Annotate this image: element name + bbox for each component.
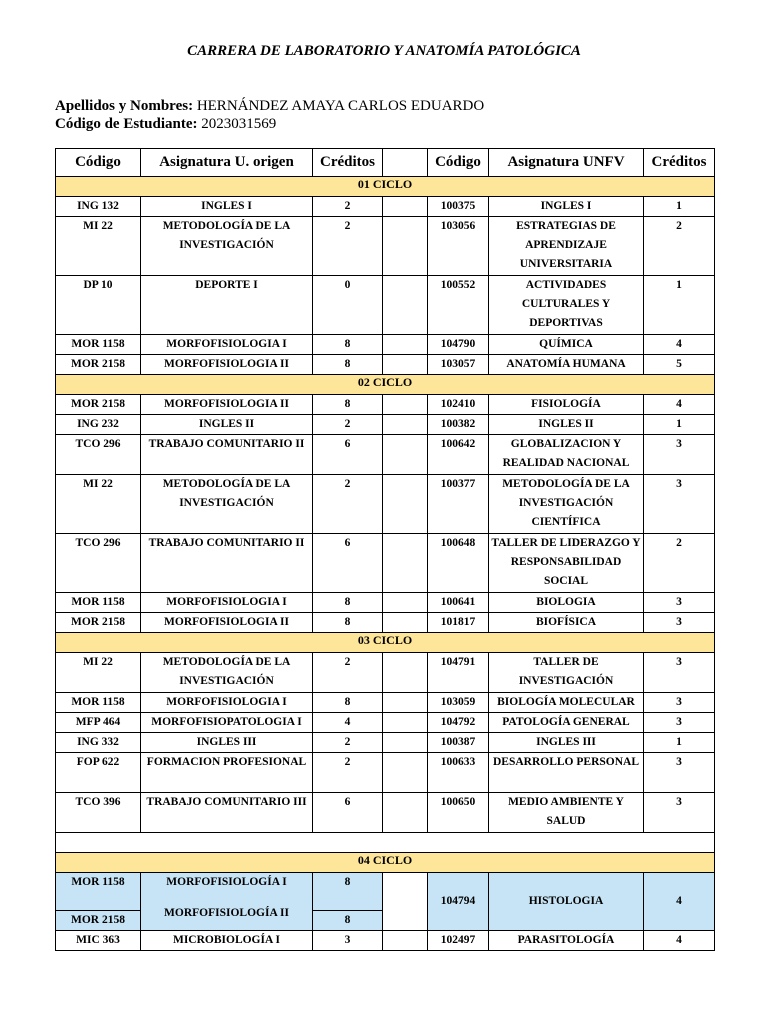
- student-code-line: [55, 116, 276, 133]
- cell-subject-unfv: BIOLOGÍA MOLECULAR: [489, 693, 644, 713]
- cell-blank: [383, 653, 428, 693]
- cell-subject-unfv: METODOLOGÍA DE LA INVESTIGACIÓN CIENTÍFICA: [489, 475, 644, 534]
- student-name-line: [55, 98, 484, 115]
- cell-code-origin: ING 132: [56, 197, 141, 217]
- table-header-row: [56, 149, 715, 177]
- cell-code-origin: MOR 1158: [56, 593, 141, 613]
- cell-subject-unfv: ESTRATEGIAS DE APRENDIZAJE UNIVERSITARIA: [489, 217, 644, 276]
- cell-credits-unfv: 4: [644, 335, 715, 355]
- cell-code-origin: MI 22: [56, 475, 141, 534]
- cell-code-unfv: 104792: [428, 713, 489, 733]
- table-row: [56, 931, 715, 951]
- cell-code-unfv: 100377: [428, 475, 489, 534]
- cell-subject-origin: TRABAJO COMUNITARIO II: [141, 534, 313, 593]
- cell-code-unfv: 100641: [428, 593, 489, 613]
- cell-credits-origin: 8: [313, 335, 383, 355]
- table-row: [56, 355, 715, 375]
- cell-credits-unfv: 1: [644, 733, 715, 753]
- cell-subject-origin: TRABAJO COMUNITARIO II: [141, 435, 313, 475]
- cell-code-origin: MI 22: [56, 217, 141, 276]
- cell-code-origin: MIC 363: [56, 931, 141, 951]
- cell-credits-origin: 3: [313, 931, 383, 951]
- cell-code-origin: MOR 1158: [56, 693, 141, 713]
- header-subject-unfv: Asignatura UNFV: [489, 149, 644, 177]
- table-body: [56, 177, 715, 951]
- cell-code-origin: MOR 1158: [56, 335, 141, 355]
- cell-code-unfv: 103059: [428, 693, 489, 713]
- student-name-label: Apellidos y Nombres:: [55, 98, 194, 114]
- cell-code-origin: TCO 296: [56, 534, 141, 593]
- cell-code-origin: DP 10: [56, 276, 141, 335]
- cell-credits-unfv: 3: [644, 693, 715, 713]
- header-code-origin: Código: [56, 149, 141, 177]
- cell-credits-unfv: 4: [644, 931, 715, 951]
- cell-credits-origin: 2: [313, 733, 383, 753]
- header-subject-origin: Asignatura U. origen: [141, 149, 313, 177]
- cell-code-unfv: 100650: [428, 793, 489, 833]
- cell-credits-unfv: 3: [644, 475, 715, 534]
- cell-blank: [383, 415, 428, 435]
- cell-blank: [383, 435, 428, 475]
- cell-subject-unfv: MEDIO AMBIENTE Y SALUD: [489, 793, 644, 833]
- table-row: [56, 395, 715, 415]
- cell-subject-b: MORFOFISIOLOGÍA II: [164, 907, 289, 919]
- cell-subject-unfv: QUÍMICA: [489, 335, 644, 355]
- cell-subject-origin: DEPORTE I: [141, 276, 313, 335]
- cell-subject-origin: MORFOFISIOLOGIA II: [141, 355, 313, 375]
- cell-subject-unfv: BIOLOGIA: [489, 593, 644, 613]
- table-row: [56, 793, 715, 833]
- cell-credits-origin: 2: [313, 415, 383, 435]
- table-row-merged: [56, 873, 715, 911]
- cell-code-origin: TCO 396: [56, 793, 141, 833]
- cell-code-unfv: 100375: [428, 197, 489, 217]
- cell-code-unfv: 102497: [428, 931, 489, 951]
- spacer-cell: [56, 833, 715, 853]
- table-row: [56, 653, 715, 693]
- cell-credits-origin: 2: [313, 217, 383, 276]
- cell-credits-unfv: 3: [644, 593, 715, 613]
- cell-subject-origin: MORFOFISIOLOGIA I: [141, 335, 313, 355]
- cell-subject-unfv: INGLES II: [489, 415, 644, 435]
- cell-subject-origin: METODOLOGÍA DE LA INVESTIGACIÓN: [141, 217, 313, 276]
- table-row: [56, 435, 715, 475]
- cell-credits-unfv: 1: [644, 197, 715, 217]
- header-code-unfv: Código: [428, 149, 489, 177]
- table-row: [56, 197, 715, 217]
- cycle-header-row: [56, 177, 715, 197]
- cell-credits-origin: 8: [313, 355, 383, 375]
- cell-credits-origin: 8: [313, 613, 383, 633]
- cell-subject-origin: MORFOFISIOLOGIA II: [141, 395, 313, 415]
- cell-credits-unfv: 3: [644, 653, 715, 693]
- cell-code-origin: MFP 464: [56, 713, 141, 733]
- cell-subject-unfv: INGLES I: [489, 197, 644, 217]
- table-row: [56, 693, 715, 713]
- cell-blank: [383, 593, 428, 613]
- cell-code-origin: FOP 622: [56, 753, 141, 793]
- header-credits-origin: Créditos: [313, 149, 383, 177]
- cell-credits-origin: 8: [313, 693, 383, 713]
- cell-credits-origin: 2: [313, 475, 383, 534]
- cell-subject-origin: TRABAJO COMUNITARIO III: [141, 793, 313, 833]
- student-name-value: HERNÁNDEZ AMAYA CARLOS EDUARDO: [196, 98, 485, 114]
- student-code-label: Código de Estudiante:: [55, 116, 198, 132]
- cell-credits-unfv: 1: [644, 276, 715, 335]
- cell-blank: [383, 873, 428, 931]
- cell-credits-origin: 8: [313, 911, 383, 931]
- cell-subject-unfv: INGLES III: [489, 733, 644, 753]
- cell-credits-unfv: 3: [644, 435, 715, 475]
- cell-subject-unfv: TALLER DE LIDERAZGO Y RESPONSABILIDAD SOCIAL: [489, 534, 644, 593]
- cell-code-unfv: 100633: [428, 753, 489, 793]
- cell-code-unfv: 102410: [428, 395, 489, 415]
- table-row: [56, 593, 715, 613]
- cell-subject-unfv: ANATOMÍA HUMANA: [489, 355, 644, 375]
- cell-subject-unfv: GLOBALIZACION Y REALIDAD NACIONAL: [489, 435, 644, 475]
- cell-credits-unfv: 5: [644, 355, 715, 375]
- cell-blank: [383, 217, 428, 276]
- cell-code-unfv: 104791: [428, 653, 489, 693]
- student-code-value: 2023031569: [201, 116, 277, 132]
- cell-code-origin: MOR 2158: [56, 355, 141, 375]
- cell-credits-origin: 2: [313, 653, 383, 693]
- cell-subject-origin: INGLES II: [141, 415, 313, 435]
- cell-subject-origin: MORFOFISIOPATOLOGIA I: [141, 713, 313, 733]
- cycle-label: 04 CICLO: [56, 853, 715, 873]
- cell-credits-unfv: 3: [644, 713, 715, 733]
- cell-subject-a: MORFOFISIOLOGÍA I: [166, 876, 287, 888]
- cell-blank: [383, 475, 428, 534]
- cell-blank: [383, 276, 428, 335]
- cell-subject-unfv: PARASITOLOGÍA: [489, 931, 644, 951]
- table-row: [56, 733, 715, 753]
- cell-code-origin: ING 332: [56, 733, 141, 753]
- document-title: CARRERA DE LABORATORIO Y ANATOMÍA PATOLÓGICA: [187, 43, 581, 59]
- cell-code-unfv: 100387: [428, 733, 489, 753]
- cell-subject-unfv: PATOLOGÍA GENERAL: [489, 713, 644, 733]
- cell-credits-unfv: 4: [644, 873, 715, 931]
- cell-credits-unfv: 1: [644, 415, 715, 435]
- table-row: [56, 613, 715, 633]
- cell-blank: [383, 197, 428, 217]
- cycle-label: 02 CICLO: [56, 375, 715, 395]
- cell-code-unfv: 103057: [428, 355, 489, 375]
- cell-subject-origin: INGLES III: [141, 733, 313, 753]
- cell-code-origin: TCO 296: [56, 435, 141, 475]
- cell-subject-unfv: FISIOLOGÍA: [489, 395, 644, 415]
- cell-blank: [383, 613, 428, 633]
- cell-credits-unfv: 3: [644, 753, 715, 793]
- cell-subject-unfv: TALLER DE INVESTIGACIÓN: [489, 653, 644, 693]
- cell-blank: [383, 713, 428, 733]
- cell-blank: [383, 931, 428, 951]
- cell-credits-unfv: 3: [644, 613, 715, 633]
- cell-credits-origin: 4: [313, 713, 383, 733]
- table-row: [56, 415, 715, 435]
- cell-subject-unfv: BIOFÍSICA: [489, 613, 644, 633]
- equivalence-table: [55, 148, 715, 951]
- table-row: [56, 534, 715, 593]
- cell-subject-origin-merged: [141, 873, 313, 931]
- cell-credits-origin: 6: [313, 534, 383, 593]
- cell-subject-origin: MORFOFISIOLOGIA I: [141, 593, 313, 613]
- spacer-row: [56, 833, 715, 853]
- cell-subject-unfv: HISTOLOGIA: [489, 873, 644, 931]
- cell-credits-origin: 8: [313, 395, 383, 415]
- cell-subject-origin: METODOLOGÍA DE LA INVESTIGACIÓN: [141, 475, 313, 534]
- cell-subject-origin: MORFOFISIOLOGIA II: [141, 613, 313, 633]
- cell-credits-unfv: 3: [644, 793, 715, 833]
- cell-code-unfv: 103056: [428, 217, 489, 276]
- header-blank: [383, 149, 428, 177]
- cell-code-unfv: 100642: [428, 435, 489, 475]
- cell-credits-unfv: 2: [644, 534, 715, 593]
- cell-code-origin: MI 22: [56, 653, 141, 693]
- cell-blank: [383, 355, 428, 375]
- cell-subject-origin: INGLES I: [141, 197, 313, 217]
- cell-blank: [383, 793, 428, 833]
- cell-code-unfv: 100648: [428, 534, 489, 593]
- cell-credits-origin: 6: [313, 793, 383, 833]
- cell-credits-origin: 8: [313, 873, 383, 911]
- cycle-label: 03 CICLO: [56, 633, 715, 653]
- cell-credits-origin: 2: [313, 753, 383, 793]
- table-row: [56, 753, 715, 793]
- header-credits-unfv: Créditos: [644, 149, 715, 177]
- cell-credits-origin: 0: [313, 276, 383, 335]
- cycle-header-row: [56, 375, 715, 395]
- cell-code-origin: MOR 2158: [56, 911, 141, 931]
- cell-code-unfv: 100382: [428, 415, 489, 435]
- cell-code-unfv: 104794: [428, 873, 489, 931]
- cell-credits-origin: 6: [313, 435, 383, 475]
- table-row: [56, 713, 715, 733]
- cell-code-unfv: 100552: [428, 276, 489, 335]
- table-row: [56, 276, 715, 335]
- cell-code-origin: MOR 2158: [56, 613, 141, 633]
- table-row: [56, 217, 715, 276]
- cell-subject-origin: METODOLOGÍA DE LA INVESTIGACIÓN: [141, 653, 313, 693]
- cell-credits-origin: 8: [313, 593, 383, 613]
- cell-subject-origin: FORMACION PROFESIONAL: [141, 753, 313, 793]
- cell-code-origin: MOR 1158: [56, 873, 141, 911]
- cell-code-origin: MOR 2158: [56, 395, 141, 415]
- cell-blank: [383, 753, 428, 793]
- cell-credits-unfv: 4: [644, 395, 715, 415]
- table-row: [56, 335, 715, 355]
- cell-code-unfv: 101817: [428, 613, 489, 633]
- cell-subject-origin: MICROBIOLOGÍA I: [141, 931, 313, 951]
- table-row: [56, 475, 715, 534]
- cell-subject-unfv: ACTIVIDADES CULTURALES Y DEPORTIVAS: [489, 276, 644, 335]
- cell-credits-origin: 2: [313, 197, 383, 217]
- cell-blank: [383, 733, 428, 753]
- cell-code-unfv: 104790: [428, 335, 489, 355]
- cell-blank: [383, 395, 428, 415]
- cycle-header-row: [56, 853, 715, 873]
- cell-code-origin: ING 232: [56, 415, 141, 435]
- cell-credits-unfv: 2: [644, 217, 715, 276]
- cell-blank: [383, 335, 428, 355]
- cycle-label: 01 CICLO: [56, 177, 715, 197]
- cell-subject-origin: MORFOFISIOLOGIA I: [141, 693, 313, 713]
- cell-subject-unfv: DESARROLLO PERSONAL: [489, 753, 644, 793]
- cell-blank: [383, 693, 428, 713]
- cell-blank: [383, 534, 428, 593]
- cycle-header-row: [56, 633, 715, 653]
